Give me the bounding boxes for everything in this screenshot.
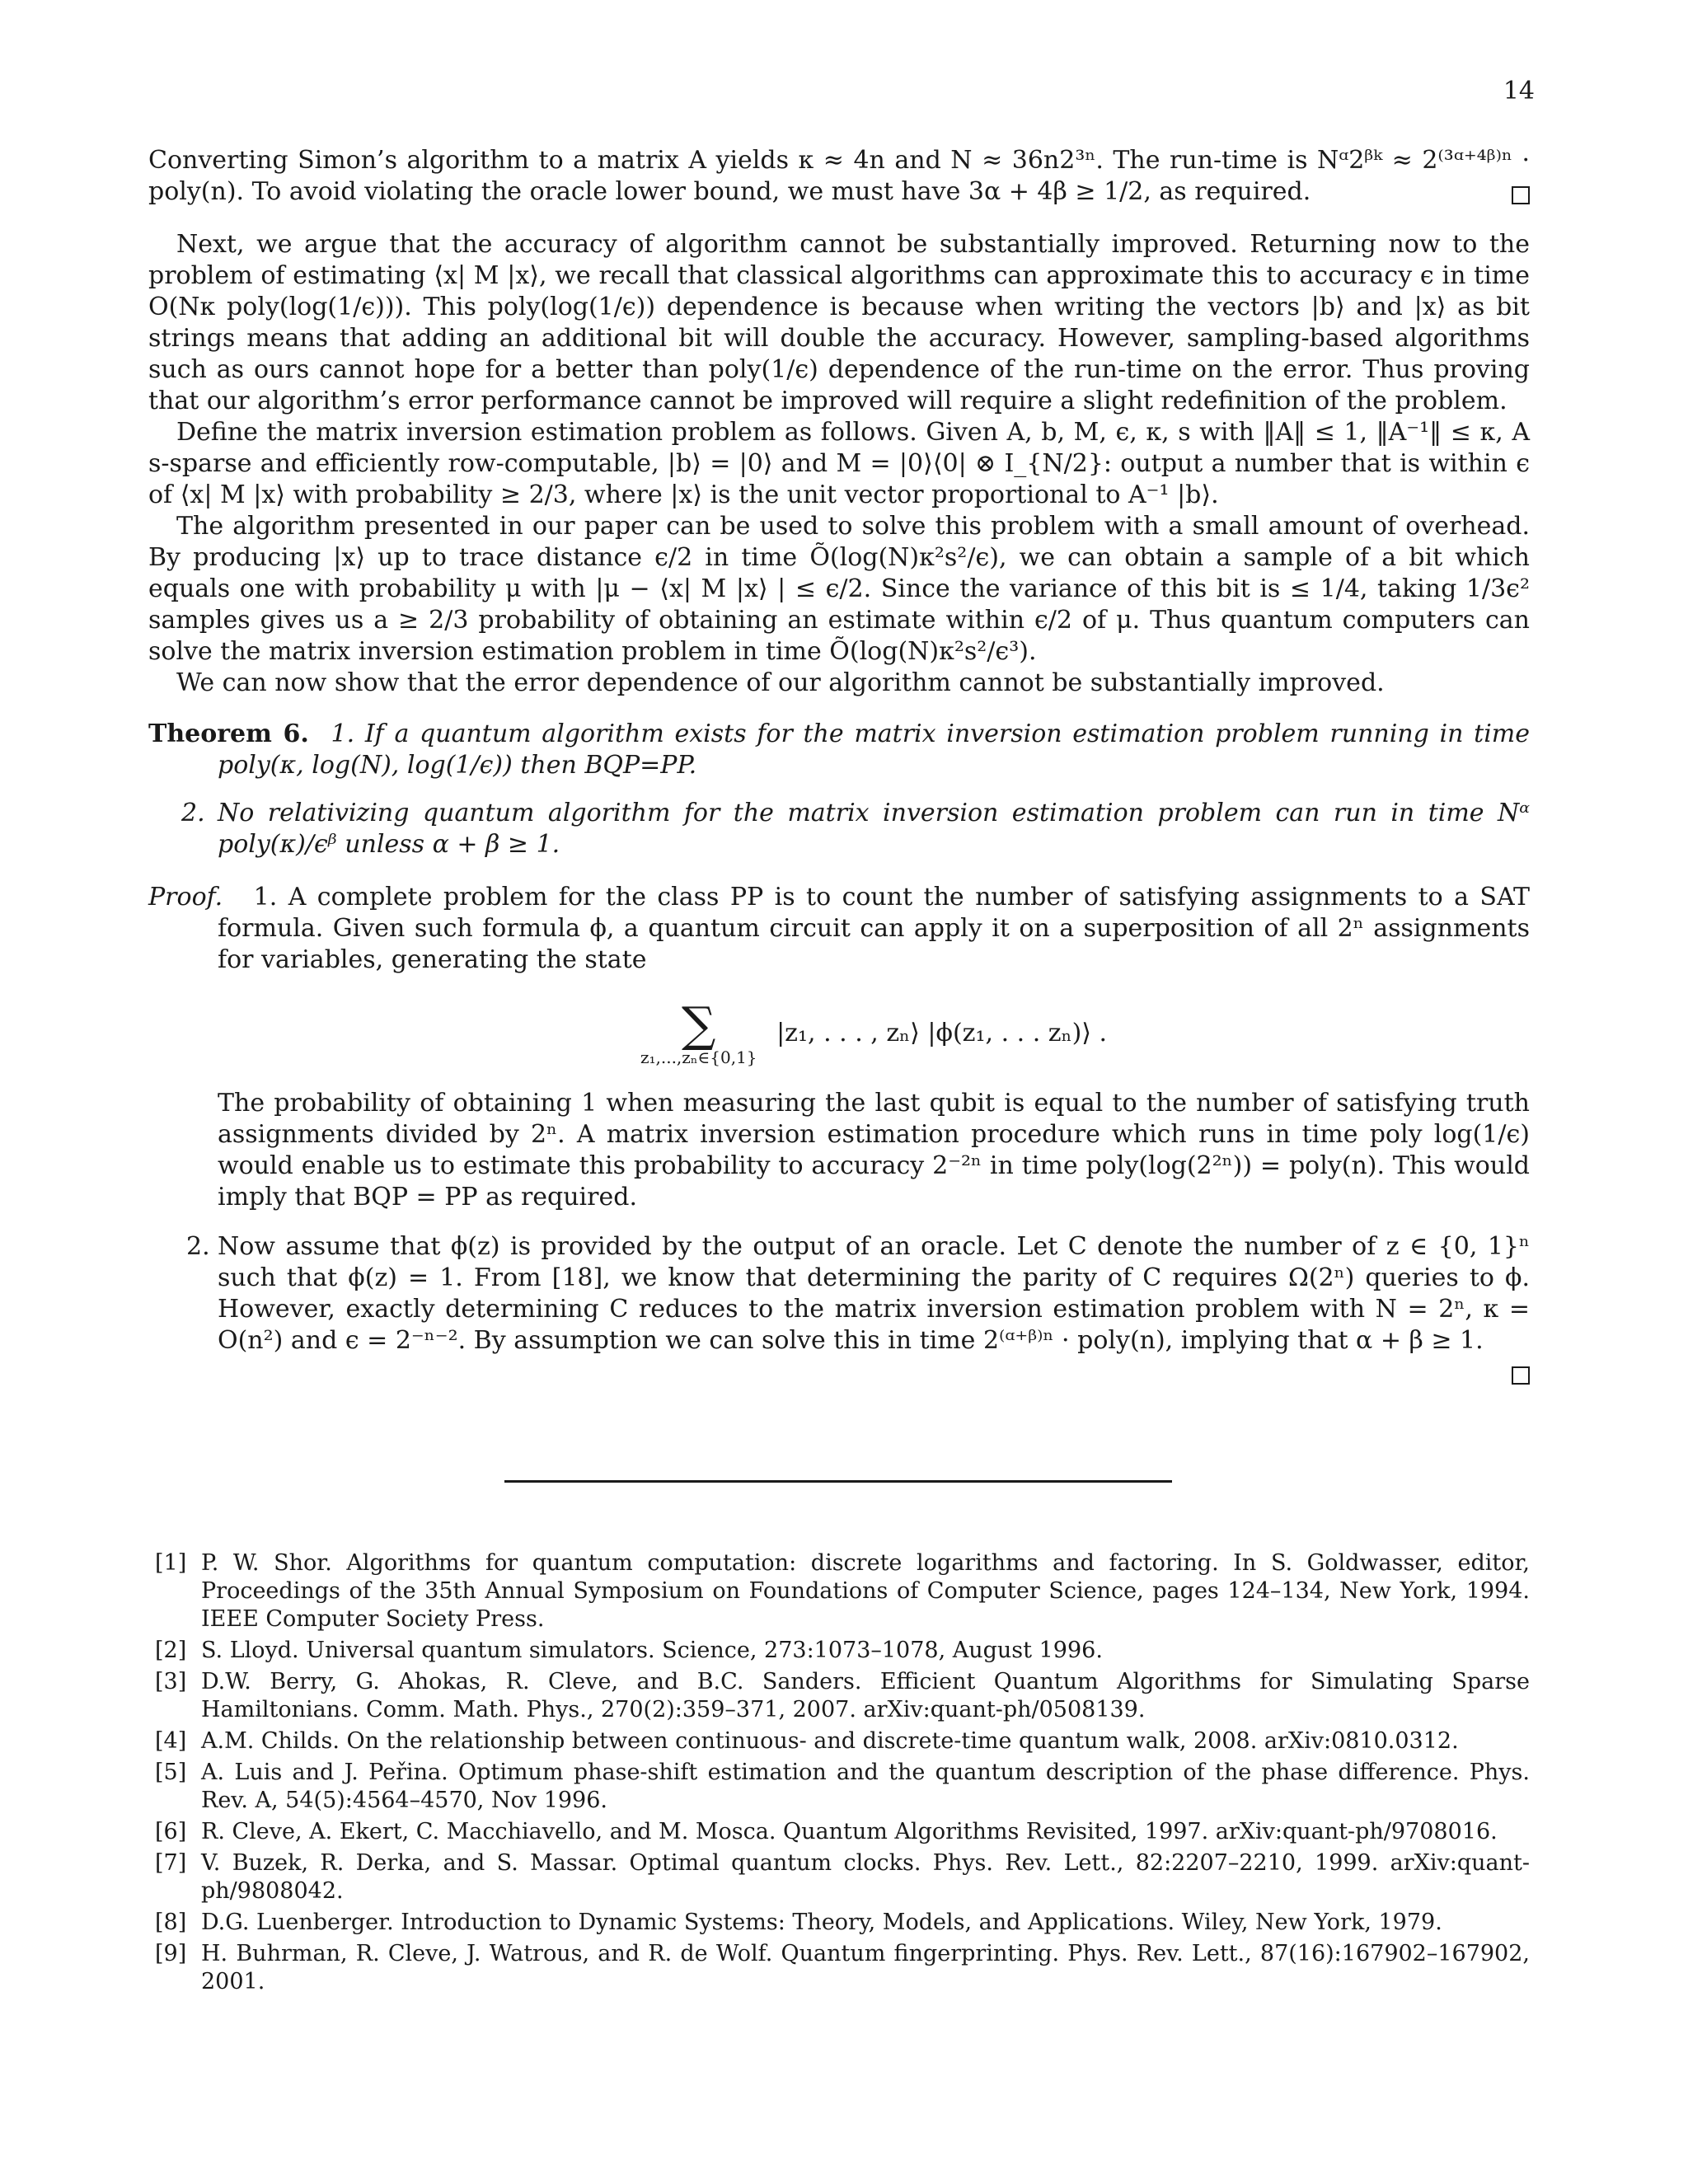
theorem-item-2 <box>148 798 1530 860</box>
references-list <box>148 1549 1530 1999</box>
theorem-label: Theorem 6. <box>148 719 309 748</box>
proof-item-num: 2. <box>186 1232 210 1261</box>
reference-item <box>148 1849 1530 1905</box>
reference-item <box>148 1759 1530 1815</box>
paragraph-accuracy: Next, we argue that the accuracy of algorithm cannot be substantially improved. Returning now to the problem of estimating ⟨x| M |x⟩, we recall that classical algorithms can approximate this to accuracy ϵ in time O(Nκ poly(log(1/ϵ))). This poly(log(1/ϵ)) dependence is because when writing the vectors |b⟩ and |x⟩ as bit strings means that adding an additional bit will double the accuracy. However, sampling-based algorithms such as ours cannot hope for a better than poly(1/ϵ) dependence of the run-time on the error. Thus proving that our algorithm’s error performance cannot be improved will require a slight redefinition of the problem. <box>148 230 1530 415</box>
summation-index: z₁,...,zₙ∈{0,1} <box>640 1047 757 1067</box>
equation-body: |z₁, . . . , zₙ⟩ |ϕ(z₁, . . . zₙ)⟩ . <box>776 1019 1108 1047</box>
reference-number: [1] <box>155 1550 187 1576</box>
reference-text: R. Cleve, A. Ekert, C. Macchiavello, and M. Mosca. Quantum Algorithms Revisited, 1997. arXiv:quant-ph/9708016. <box>201 1819 1498 1844</box>
reference-text: A.M. Childs. On the relationship between continuous- and discrete-time quantum walk, 2008. arXiv:0810.0312. <box>201 1728 1459 1754</box>
summation <box>640 996 757 1067</box>
reference-number: [6] <box>155 1819 187 1844</box>
reference-text: V. Buzek, R. Derka, and S. Massar. Optimal quantum clocks. Phys. Rev. Lett., 82:2207–2210, 1999. arXiv:quant-ph/9808042. <box>201 1850 1530 1904</box>
qed-box-icon <box>1512 186 1530 204</box>
proof-item-2 <box>148 1231 1530 1357</box>
state-equation <box>218 996 1530 1067</box>
reference-number: [9] <box>155 1941 187 1966</box>
proof <box>148 882 1530 1388</box>
proof-item-text: Now assume that ϕ(z) is provided by the output of an oracle. Let C denote the number of z ∈ {0, 1}ⁿ such that ϕ(z) = 1. From [18], we know that determining the parity of C requires Ω(2ⁿ) queries to ϕ. However, exactly determining C reduces to the matrix inversion estimation problem with N = 2ⁿ, κ = O(n²) and ϵ = 2⁻ⁿ⁻². By assumption we can solve this in time 2⁽ᵅ⁺ᵝ⁾ⁿ · poly(n), implying that α + β ≥ 1. <box>218 1232 1530 1355</box>
reference-text: D.G. Luenberger. Introduction to Dynamic Systems: Theory, Models, and Applications. Wiley, New York, 1979. <box>201 1910 1442 1935</box>
main-text <box>148 145 1530 1388</box>
qed-box-icon <box>1512 1366 1530 1385</box>
reference-text: H. Buhrman, R. Cleve, J. Watrous, and R. de Wolf. Quantum fingerprinting. Phys. Rev. Lett., 87(16):167902–167902, 2001. <box>201 1941 1530 1994</box>
reference-text: S. Lloyd. Universal quantum simulators. Science, 273:1073–1078, August 1996. <box>201 1638 1103 1663</box>
paragraph-algorithm: The algorithm presented in our paper can be used to solve this problem with a small amount of overhead. By producing |x⟩ up to trace distance ϵ/2 in time Õ(log(N)κ²s²/ϵ), we can obtain a sample of a bit which equals one with probability μ with |μ − ⟨x| M |x⟩ | ≤ ϵ/2. Since the variance of this bit is ≤ 1/4, taking 1/3ϵ² samples gives us a ≥ 2/3 probability of obtaining an estimate within ϵ/2 of μ. Thus quantum computers can solve the matrix inversion estimation problem in time Õ(log(N)κ²s²/ϵ³). <box>148 512 1530 666</box>
references-divider <box>504 1480 1172 1483</box>
paragraph-text: Converting Simon’s algorithm to a matrix A yields κ ≈ 4n and N ≈ 36n2³ⁿ. The run-time is Nᵅ2ᵝᵏ ≈ 2⁽³ᵅ⁺⁴ᵝ⁾ⁿ · poly(n). To avoid violating the oracle lower bound, we must have 3α + 4β ≥ 1/2, as required. <box>148 146 1530 206</box>
reference-number: [2] <box>155 1638 187 1663</box>
proof-end <box>148 1357 1530 1388</box>
reference-text: P. W. Shor. Algorithms for quantum computation: discrete logarithms and factoring. In S. Goldwasser, editor, Proceedings of the 35th Annual Symposium on Foundations of Computer Science, pages 124–134, New York, 1994. IEEE Computer Society Press. <box>201 1550 1530 1632</box>
reference-number: [3] <box>155 1669 187 1694</box>
paragraph-simon <box>148 145 1530 208</box>
page-number: 14 <box>1503 77 1535 105</box>
reference-item <box>148 1818 1530 1846</box>
theorem-item-1 <box>148 719 1530 781</box>
theorem-item-text: No relativizing quantum algorithm for the matrix inversion estimation problem can run in time Nᵅ poly(κ)/ϵᵝ unless α + β ≥ 1. <box>218 799 1530 859</box>
reference-number: [8] <box>155 1910 187 1935</box>
reference-item <box>148 1549 1530 1633</box>
proof-item-num: 1. <box>253 883 278 912</box>
reference-item <box>148 1637 1530 1665</box>
reference-text: A. Luis and J. Peřina. Optimum phase-shift estimation and the quantum description of the phase difference. Phys. Rev. A, 54(5):4564–4570, Nov 1996. <box>201 1760 1530 1813</box>
reference-item <box>148 1727 1530 1755</box>
theorem-item-text: If a quantum algorithm exists for the matrix inversion estimation problem running in time poly(κ, log(N), log(1/ϵ)) then BQP=PP. <box>218 719 1530 780</box>
paragraph-definition: Define the matrix inversion estimation problem as follows. Given A, b, M, ϵ, κ, s with ‖A‖ ≤ 1, ‖A⁻¹‖ ≤ κ, A s-sparse and efficiently row-computable, |b⟩ = |0⟩ and M = |0⟩⟨0| ⊗ I_{N/2}: output a number that is within ϵ of ⟨x| M |x⟩ with probability ≥ 2/3, where |x⟩ is the unit vector proportional to A⁻¹ |b⟩. <box>148 418 1530 509</box>
reference-item <box>148 1668 1530 1724</box>
reference-item <box>148 1940 1530 1996</box>
paragraph-error-dependence: We can now show that the error dependence of our algorithm cannot be substantially improved. <box>176 668 1385 697</box>
sigma-symbol: ∑ <box>682 996 716 1052</box>
proof-item-1 <box>148 882 1530 976</box>
proof-item-text: A complete problem for the class PP is to count the number of satisfying assignments to a SAT formula. Given such formula ϕ, a quantum circuit can apply it on a superposition of all 2ⁿ assignments for variables, generating the state <box>218 883 1530 974</box>
reference-number: [4] <box>155 1728 187 1754</box>
theorem-item-num: 1. <box>331 719 355 748</box>
proof-item-1-continued <box>148 1088 1530 1213</box>
theorem-6 <box>148 719 1530 860</box>
reference-number: [7] <box>155 1850 187 1876</box>
reference-item <box>148 1909 1530 1937</box>
reference-number: [5] <box>155 1760 187 1785</box>
theorem-item-num: 2. <box>181 799 205 827</box>
reference-text: D.W. Berry, G. Ahokas, R. Cleve, and B.C. Sanders. Efficient Quantum Algorithms for Simulating Sparse Hamiltonians. Comm. Math. Phys., 270(2):359–371, 2007. arXiv:quant-ph/0508139. <box>201 1669 1530 1722</box>
proof-item-text: The probability of obtaining 1 when measuring the last qubit is equal to the number of satisfying truth assignments divided by 2ⁿ. A matrix inversion estimation procedure which runs in time poly log(1/ϵ) would enable us to estimate this probability to accuracy 2⁻²ⁿ in time poly(log(2²ⁿ)) = poly(n). This would imply that BQP = PP as required. <box>218 1089 1530 1212</box>
proof-label: Proof. <box>148 883 223 912</box>
